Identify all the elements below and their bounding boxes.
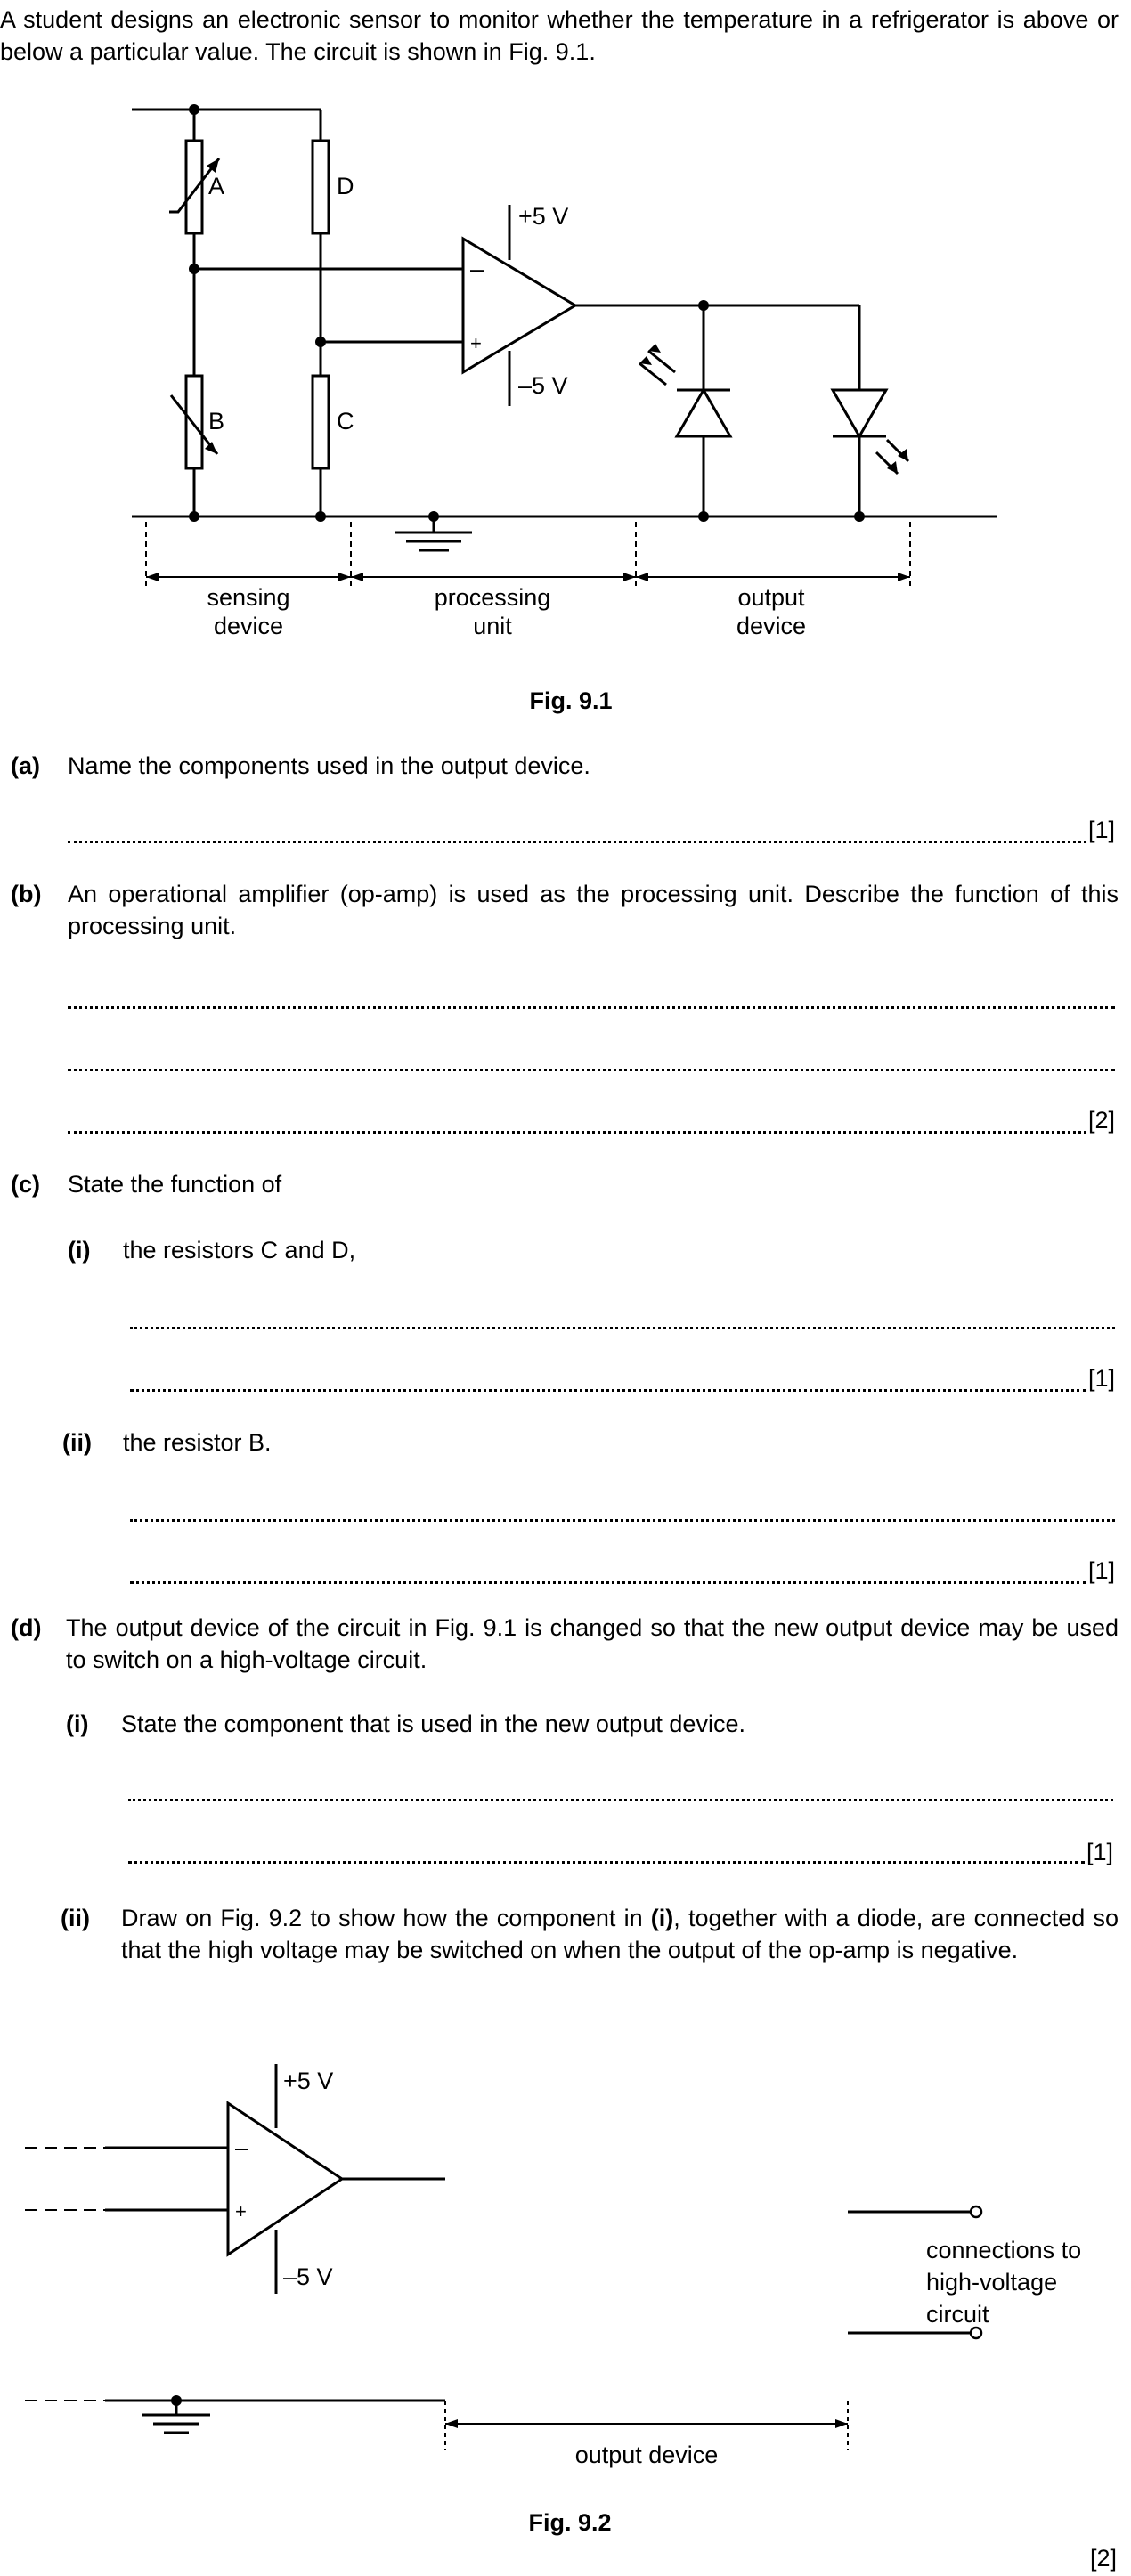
fig2-output-device: output device: [574, 2442, 719, 2468]
qc-i-answer-line-1[interactable]: [130, 1300, 1115, 1329]
qc-i-mark: [1]: [1088, 1365, 1116, 1392]
qa-answer-line-1[interactable]: [68, 814, 1086, 843]
photodiode: [677, 390, 730, 436]
op-amp-2: [228, 2103, 342, 2255]
qc-i-text: the resistors C and D,: [123, 1237, 356, 1264]
thermistor-a: [186, 141, 202, 233]
resistor-c: [313, 376, 329, 468]
label-sensing-device: device: [213, 613, 284, 639]
fig2-opamp-plus: +: [235, 2200, 247, 2223]
terminal-top: [971, 2206, 981, 2217]
intro-text: A student designs an electronic sensor to monitor whether the temperature in a refrigerator is above or below a particular value. The circuit is shown in Fig. 9.1.: [0, 6, 1119, 65]
qb-label: (b): [11, 881, 42, 907]
figure-9-2[interactable]: [0, 2012, 1131, 2572]
variable-resistor-b: [186, 376, 202, 468]
label-plus5v: +5 V: [518, 203, 569, 230]
qd-ii-text-part-1: Draw on Fig. 9.2 to show how the component in: [121, 1905, 651, 1931]
led: [833, 390, 886, 436]
qb-answer-line-1[interactable]: [68, 979, 1115, 1009]
qc-i-label: (i): [68, 1237, 91, 1264]
opamp-plus: +: [470, 332, 482, 354]
qc-ii-answer-line-1[interactable]: [130, 1492, 1115, 1522]
qb-answer-line-2[interactable]: [68, 1042, 1115, 1071]
qd-ii-text-part-2: , together with a diode, are connected so that the high voltage may be switched on when the output of the op-amp is negative.: [121, 1905, 1119, 1963]
fig-9-1-caption: Fig. 9.1: [529, 687, 613, 714]
qd-i-label: (i): [66, 1711, 89, 1737]
label-output-device: device: [736, 613, 807, 639]
figure-9-1: [0, 89, 1131, 766]
qd-ii-label: (ii): [61, 1905, 90, 1931]
terminal-bottom: [971, 2328, 981, 2338]
opamp-minus: –: [470, 256, 484, 282]
qb-mark: [2]: [1088, 1107, 1116, 1134]
qc-i-answer-line-2[interactable]: [130, 1362, 1086, 1392]
label-sensing: sensing: [207, 584, 290, 611]
qc-ii-text: the resistor B.: [123, 1429, 272, 1456]
label-minus5v: –5 V: [518, 372, 568, 399]
qb-answer-line-3[interactable]: [68, 1104, 1086, 1134]
label-c: C: [337, 408, 354, 435]
label-output: output: [737, 584, 805, 611]
qc-ii-label: (ii): [62, 1429, 92, 1456]
label-b: B: [208, 408, 225, 435]
fig2-conn-2: high-voltage: [926, 2269, 1058, 2296]
fig2-minus5v: –5 V: [283, 2263, 333, 2290]
qd-ii-text-ref: (i): [650, 1905, 674, 1931]
qd-i-answer-line-1[interactable]: [128, 1772, 1113, 1801]
label-processing: processing: [434, 584, 551, 611]
qa-text: Name the components used in the output device.: [68, 752, 590, 779]
qc-label: (c): [11, 1171, 40, 1198]
label-processing-unit: unit: [473, 613, 512, 639]
qd-label: (d): [11, 1614, 42, 1641]
fig2-conn-3: circuit: [926, 2301, 989, 2328]
label-a: A: [208, 173, 225, 199]
qd-i-text: State the component that is used in the new output device.: [121, 1711, 745, 1737]
qa-label: (a): [11, 752, 40, 779]
qd-text: The output device of the circuit in Fig. 9.1 is changed so that the new output device may be used to switch on a high-voltage circuit.: [66, 1614, 1119, 1673]
qd-i-answer-line-2[interactable]: [128, 1834, 1085, 1864]
qb-text: An operational amplifier (op-amp) is used as the processing unit. Describe the function of this processing unit.: [68, 881, 1119, 939]
fig2-mark: [2]: [1090, 2545, 1118, 2572]
qa-mark: [1]: [1088, 817, 1116, 843]
fig2-opamp-minus: –: [235, 2134, 249, 2161]
qc-text: State the function of: [68, 1171, 282, 1198]
qc-ii-mark: [1]: [1088, 1557, 1116, 1584]
qd-ii-text: [121, 1902, 1119, 1966]
qc-ii-answer-line-2[interactable]: [130, 1555, 1086, 1584]
fig-9-2-caption: Fig. 9.2: [528, 2509, 612, 2536]
resistor-d: [313, 141, 329, 233]
fig2-conn-1: connections to: [926, 2237, 1082, 2263]
label-d: D: [337, 173, 354, 199]
fig2-plus5v: +5 V: [283, 2068, 334, 2094]
qd-i-mark: [1]: [1086, 1839, 1114, 1865]
